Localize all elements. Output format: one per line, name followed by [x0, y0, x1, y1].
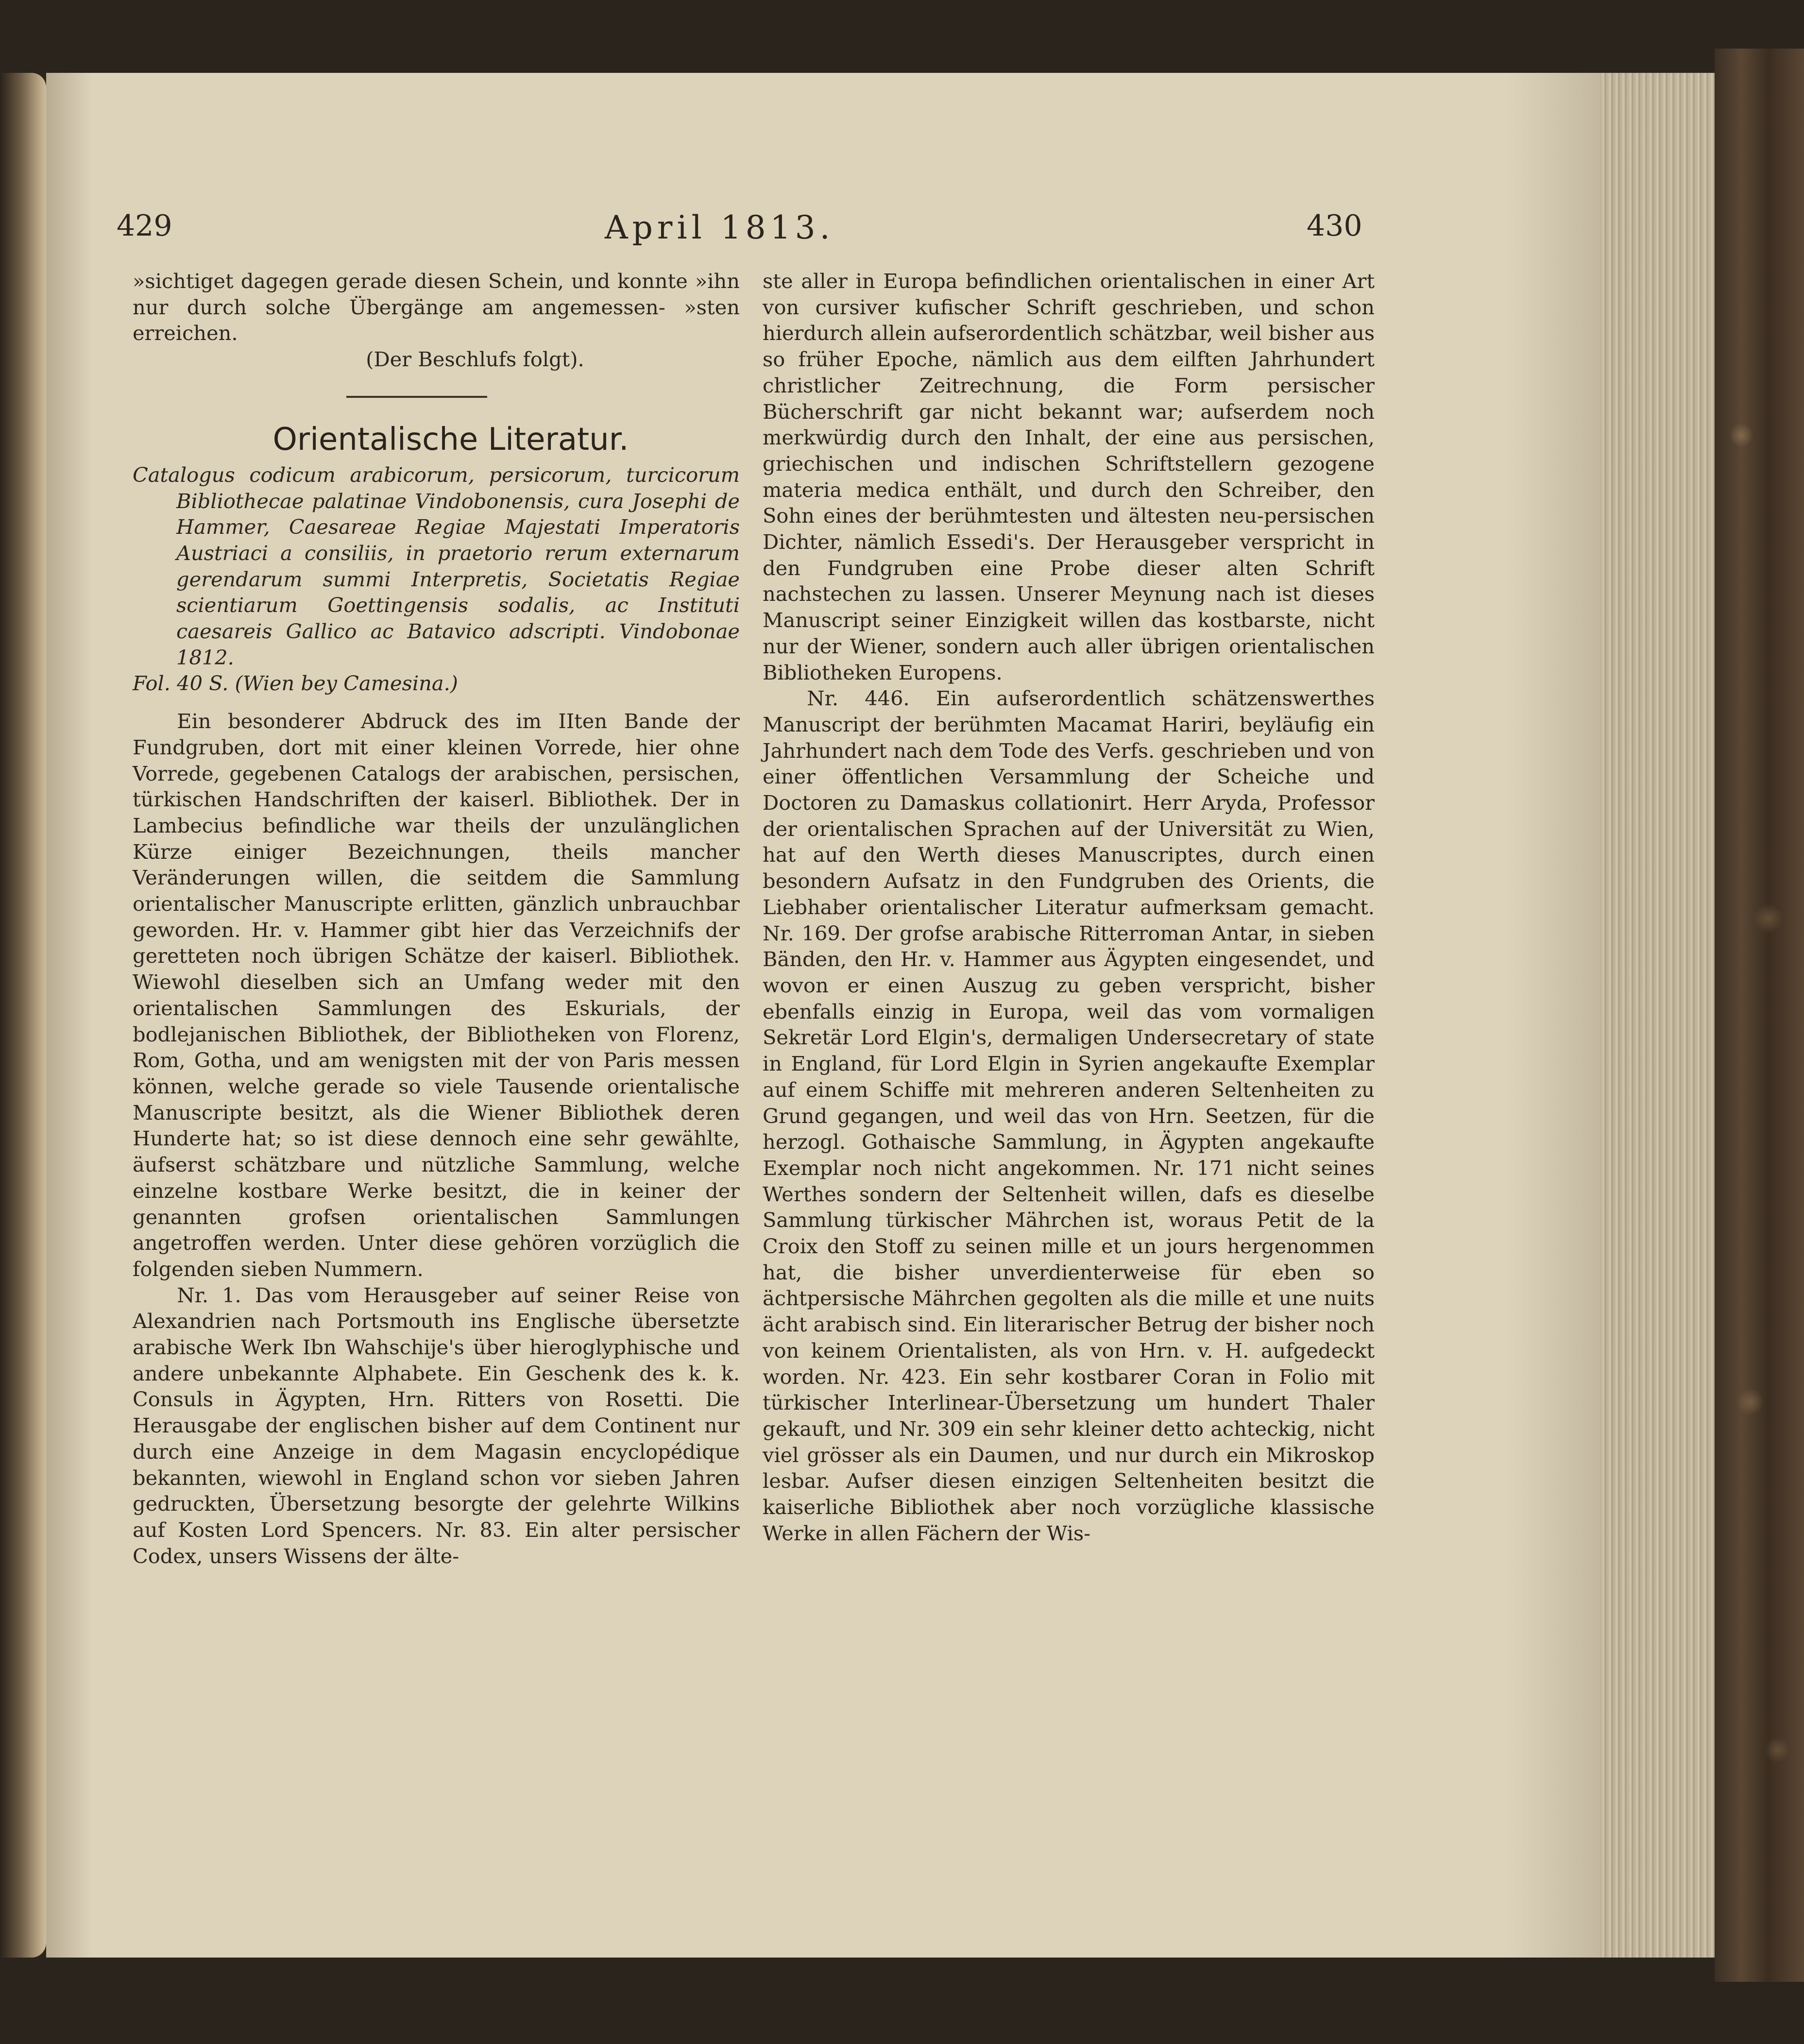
continuation-paragraph: »sichtiget dagegen gerade diesen Schein, und konnte »ihn nur durch solche Übergänge am angemessen- »sten erreichen. — [133, 269, 740, 345]
cover-marbling — [1715, 49, 1804, 1982]
catalog-details: Fol. 40 S. (Wien bey Camesina.) — [133, 671, 458, 696]
right-column — [763, 268, 1375, 1546]
right-page-number: 430 — [1307, 209, 1362, 243]
review-paragraph: Nr. 446. Ein aufserordentlich schätzenswerthes Manuscript der berühmten Macamat Hariri, beyläufig ein Jahrhundert nach dem Tode des Verfs. geschrieben und von einer öffentlichen Versammlung der Scheiche und Doctoren zu Damaskus collationirt. Herr Aryda, Professor der orientalischen Sprachen auf der Universität zu Wien, hat auf den Werth dieses Manuscriptes, durch einen besondern Aufsatz in den Fundgruben des Orients, die Liebhaber orientalischer Literatur aufmerksam gemacht. Nr. 169. Der grofse arabische Ritterroman Antar, in sieben Bänden, den Hr. v. Hammer aus Ägypten eingesendet, und wovon er einen Auszug zu geben verspricht, bisher ebenfalls einzig in Europa, weil das vom vormaligen Sekretär Lord Elgin's, dermaligen Undersecretary of state in England, für Lord Elgin in Syrien angekaufte Exemplar auf einem Schiffe mit mehreren anderen Seltenheiten zu Grund gegangen, und weil das von Hrn. Seetzen, für die herzogl. Gothaische Sammlung, in Ägypten angekaufte Exemplar noch nicht angekommen. Nr. 171 nicht seines Werthes sondern der Seltenheit willen, dafs es dieselbe Sammlung türkischer Mährchen ist, woraus Petit de la Croix den Stoff zu seinen mille et un jours hergenommen hat, die bisher unverdienterweise für eben so ächtpersische Mährchen gegolten als die mille et une nuits ächt arabisch sind. Ein literarischer Betrug der bisher noch von keinem Orientalisten, als von Hrn. v. H. aufgedeckt worden. Nr. 423. Ein sehr kostbarer Coran in Folio mit türkischer Interlinear-Übersetzung um hundert Thaler gekauft, und Nr. 309 ein sehr kleiner detto achteckig, nicht viel grösser als ein Daumen, und nur durch ein Mikroskop lesbar. Aufser diesen einzigen Seltenheiten besitzt die kaiserliche Bibliothek aber noch vorzügliche klassische Werke in allen Fächern der Wis- — [763, 686, 1375, 1545]
review-paragraph: Nr. 1. Das vom Herausgeber auf seiner Reise von Alexandrien nach Portsmouth ins Englische übersetzte arabische Werk Ibn Wahschije's über hieroglyphische und andere unbekannte Alphabete. Ein Geschenk des k. k. Consuls in Ägypten, Hrn. Ritters von Rosetti. Die Herausgabe der englischen bisher auf dem Continent nur durch eine Anzeige in dem Magasin encyclopédique bekannten, wiewohl in England schon vor sieben Jahren gedruckten, Übersetzung besorgte der gelehrte Wilkins auf Kosten Lord Spencers. Nr. 83. Ein alter persischer Codex, unsers Wissens der älte- — [133, 1283, 740, 1568]
left-page-number: 429 — [117, 209, 172, 243]
left-column — [133, 268, 740, 1569]
review-paragraph: ste aller in Europa befindlichen orientalischen in einer Art von cursiver kufischer Schrift geschrieben, und schon hierdurch allein aufserordentlich schätzbar, weil bisher aus so früher Epoche, nämlich aus dem eilften Jahrhundert christlicher Zeitrechnung, die Form persischer Bücherschrift gar nicht bekannt war; aufserdem noch merkwürdig durch den Inhalt, der eine aus persischen, griechischen und indischen Schriftstellern gezogene materia medica enthält, und durch den Schreiber, den Sohn eines der berühmtesten und ältesten neu-persischen Dichter, nämlich Essedi's. Der Herausgeber verspricht in den Fundgruben eine Probe dieser alten Schrift nachstechen zu lassen. Unserer Meynung nach ist dieses Manuscript seiner Einzigkeit willen das kostbarste, nicht nur der Wiener, sondern auch aller übrigen orientalischen Bibliotheken Europens. — [763, 269, 1375, 684]
review-paragraph: Ein besonderer Abdruck des im IIten Bande der Fundgruben, dort mit einer kleinen Vorrede, hier ohne Vorrede, gegebenen Catalogs der arabischen, persischen, türkischen Handschriften der kaiserl. Bibliothek. Der in Lambecius befindliche war theils der unzulänglichen Kürze einiger Bezeichnungen, theils mancher Veränderungen willen, die seitdem die Sammlung orientalischer Manuscripte erlitten, gänzlich unbrauchbar geworden. Hr. v. Hammer gibt hier das Verzeichnifs der geretteten noch übrigen Schätze der kaiserl. Bibliothek. Wiewohl dieselben sich an Umfang weder mit den orientalischen Sammlungen des Eskurials, der bodlejanischen Bibliothek, der Bibliotheken von Florenz, Rom, Gotha, und am wenigsten mit der von Paris messen können, welche gerade so viele Tausende orientalische Manuscripte besitzt, als die Wiener Bibliothek deren Hunderte hat; so ist diese dennoch eine sehr gewählte, äufserst schätzbare und nützliche Sammlung, welche einzelne kostbare Werke besitzt, die in keiner der genannten grofsen orientalischen Sammlungen angetroffen werden. Unter diese gehören vorzüglich die folgenden sieben Nummern. — [133, 709, 740, 1281]
page-stack-edge — [1600, 73, 1719, 1958]
section-divider — [346, 396, 487, 398]
section-title: Orientalische Literatur. — [272, 421, 629, 458]
catalog-entry: Catalogus codicum arabicorum, persicorum, turcicorum Bibliothecae palatinae Vindobonensis, cura Josephi de Hammer, Caesareae Regiae Majestati Imperatoris Austriaci a consiliis, in praetorio rerum externarum gerendarum summi Interpretis, Societatis Regiae scientiarum Goettingensis sodalis, ac Instituti caesareis Gallico ac Batavico adscripti. Vindobonae 1812. — [133, 462, 740, 669]
closing-note: (Der Beschlufs folgt). — [366, 347, 584, 372]
left-page-edge — [0, 73, 46, 1958]
book-cover — [1715, 49, 1804, 1982]
paragraph-gap — [133, 697, 740, 708]
running-header-title: April 1813. — [605, 209, 834, 246]
